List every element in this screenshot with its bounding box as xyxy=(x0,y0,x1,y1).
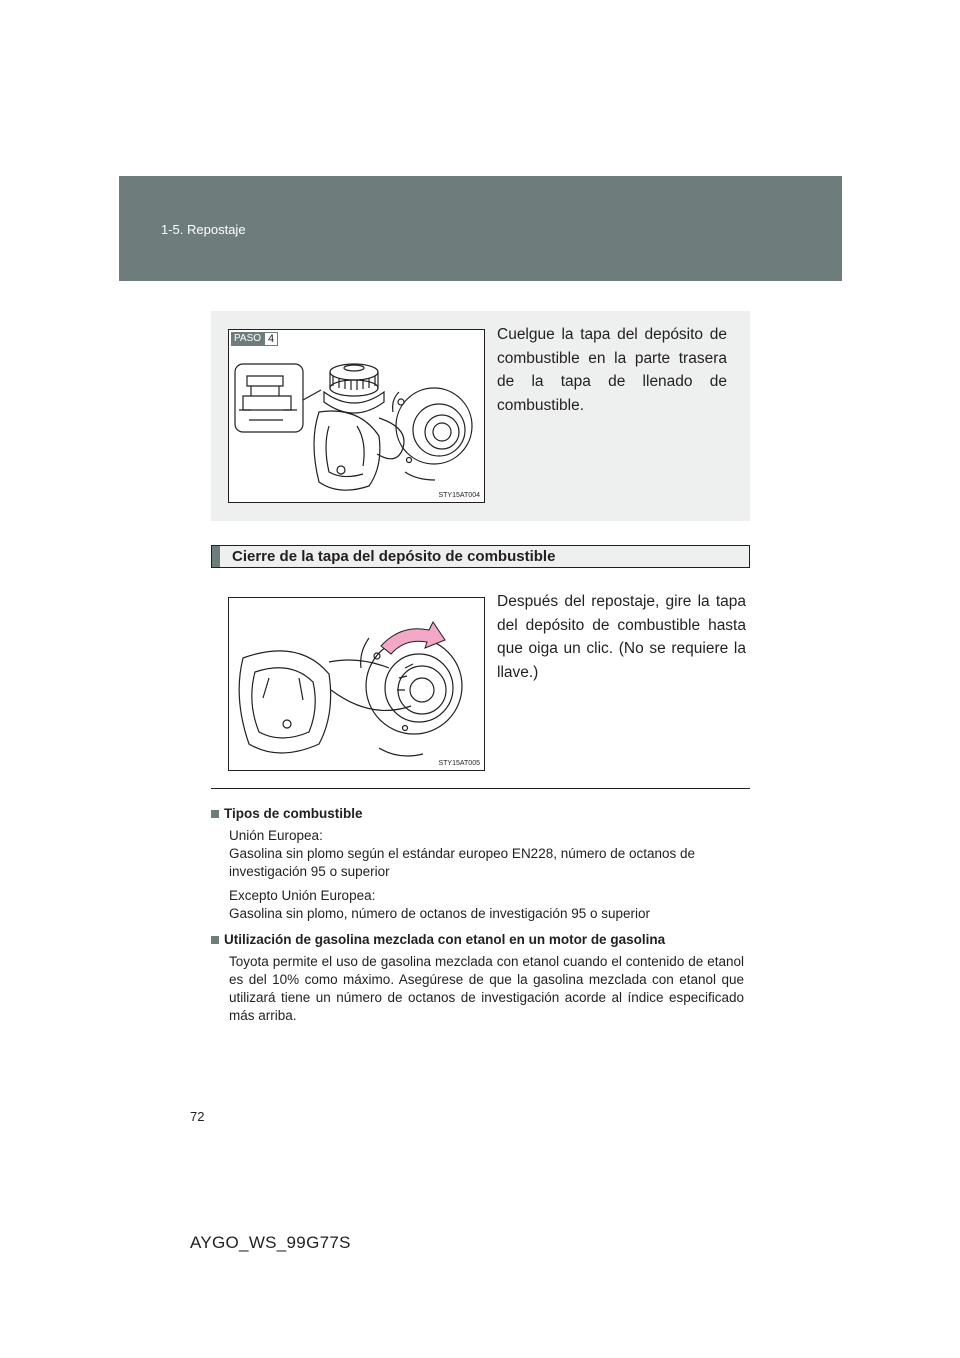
rotation-arrow xyxy=(381,622,445,654)
note-title: Utilización de gasolina mezclada con etanol en un motor de gasolina xyxy=(211,932,744,947)
notes xyxy=(211,806,744,1034)
step-figure-code: STY15AT004 xyxy=(438,492,480,499)
closing-figure-code: STY15AT005 xyxy=(438,760,480,767)
closing-instruction: Después del repostaje, gire la tapa del depósito de combustible hasta que oiga un clic. (No se requiere la llave.) xyxy=(497,593,746,681)
note-paragraph: Unión Europea: Gasolina sin plomo según el estándar europeo EN228, número de octanos de investigación 95 o superior xyxy=(229,828,696,879)
step-badge-label: PASO xyxy=(231,332,264,346)
divider xyxy=(211,788,750,789)
square-bullet-icon xyxy=(211,810,219,818)
document-code: AYGO_WS_99G77S xyxy=(190,1233,351,1252)
step-figure xyxy=(228,329,485,503)
note-ethanol xyxy=(211,932,744,1025)
page-number: 72 xyxy=(190,1109,205,1124)
fuel-cap-closing-illustration xyxy=(229,598,484,770)
section-breadcrumb: 1-5. Repostaje xyxy=(161,222,246,237)
step-box xyxy=(211,311,750,521)
section-heading xyxy=(211,545,750,568)
square-bullet-icon xyxy=(211,936,219,944)
step-badge xyxy=(231,332,278,346)
fuel-cap-hanging-illustration xyxy=(229,330,484,502)
note-title: Tipos de combustible xyxy=(211,806,744,821)
step-badge-number: 4 xyxy=(264,332,278,346)
closing-figure xyxy=(228,597,485,771)
header-band xyxy=(119,176,842,281)
section-title: Cierre de la tapa del depósito de combustible xyxy=(232,548,556,565)
note-fuel-types xyxy=(211,806,744,923)
note-paragraph: Excepto Unión Europea: Gasolina sin plomo, número de octanos de investigación 95 o superior xyxy=(229,888,650,921)
heading-accent-bar xyxy=(212,546,220,567)
step-instruction: Cuelgue la tapa del depósito de combustible en la parte trasera de la tapa de llenado de combustible. xyxy=(497,326,727,414)
note-paragraph: Toyota permite el uso de gasolina mezclada con etanol cuando el contenido de etanol es del 10% como máximo. Asegúrese de que la gasolina mezclada con etanol que utilizará tiene un número de octanos de investigación acorde al índice especificado más arriba. xyxy=(229,954,744,1023)
